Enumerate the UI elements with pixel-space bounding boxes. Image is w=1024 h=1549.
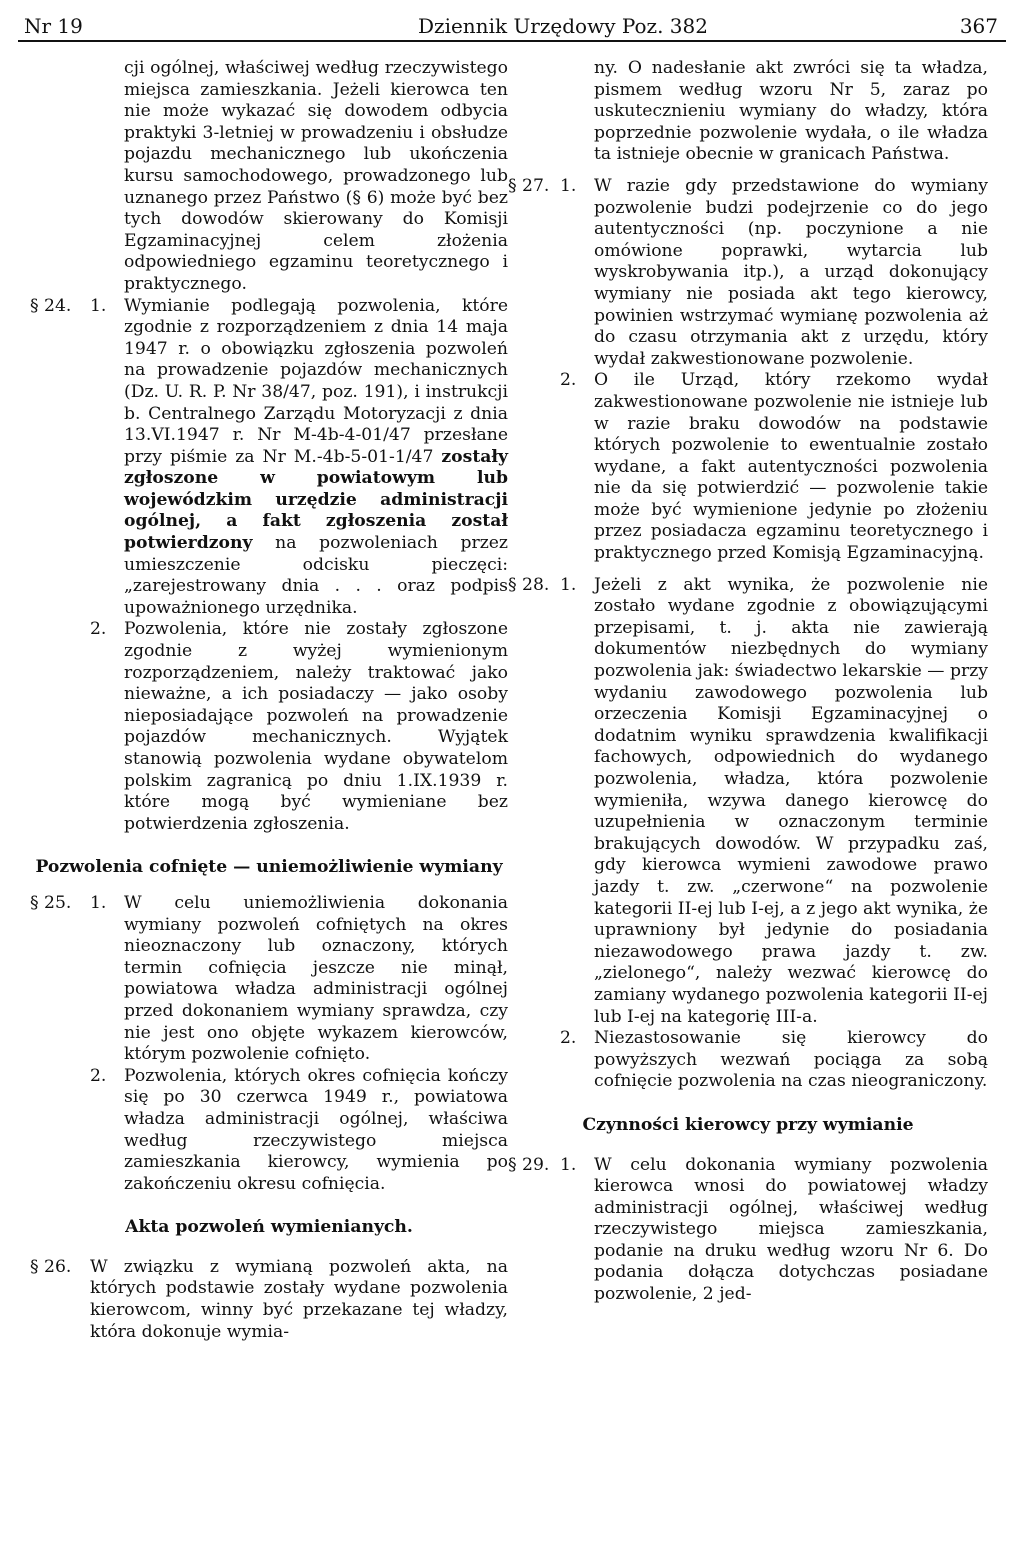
paragraph-continuation: cji ogólnej, właściwej według rzeczywistego miejsca zamieszkania. Jeżeli kierowca ten nie może wykazać się dowodem odbycia praktyki 3-letniej w prowadzeniu i obsłudze pojazdu mechanicznego lub ukończenia kursu samochodowego, prowadzonego lub uznanego przez Państwo (§ 6) może być bez tych dowodów skierowany do Komisji Egzaminacyjnej celem złożenia odpowiedniego egzaminu teoretycznego i praktycznego. xyxy=(124,58,508,294)
section-28-1 xyxy=(508,575,988,1028)
section-sign: § 26. xyxy=(30,1256,72,1277)
section-sign: § 24. xyxy=(30,295,72,316)
section-text: W związku z wymianą pozwoleń akta, na których podstawie zostały wydane pozwolenia kierowcom, winny być przekazane tej władzy, która dokonuje wymia- xyxy=(90,1256,508,1342)
section-text: W celu dokonania wymiany pozwolenia kierowca wnosi do powiatowej władzy administracji ogólnej, właściwej według rzeczywistego miejsca zamieszkania, podanie na druku według wzoru Nr 6. Do podania dołącza dotychczas posiadane pozwolenie, 2 jed- xyxy=(594,1154,988,1305)
paragraph-continuation: ny. O nadesłanie akt zwróci się ta władza, pismem według wzoru Nr 5, zaraz po uskutecznieniu wymiany do władzy, która poprzednie pozwolenie wydała, o ile władza ta istnieje obecnie w granicach Państwa. xyxy=(594,58,988,165)
section-sign: § 29. xyxy=(508,1154,550,1175)
section-heading: Pozwolenia cofnięte — uniemożliwienie wymiany xyxy=(35,857,503,878)
item-number: 2. xyxy=(560,370,577,391)
right-column xyxy=(508,58,988,1306)
journal-title: Dziennik Urzędowy Poz. 382 xyxy=(418,14,708,38)
item-number: 2. xyxy=(90,619,107,640)
item-number: 2. xyxy=(560,1028,577,1049)
section-sign: § 27. xyxy=(508,175,550,196)
section-29-1 xyxy=(508,1155,988,1306)
section-text: W celu uniemożliwienia dokonania wymiany pozwoleń cofniętych na okres nieoznaczony lub oznaczony, których termin cofnięcia jeszcze nie minął, powiatowa władza administracji ogólnej przed dokonaniem wymiany sprawdza, czy nie jest ono objęte wykazem kierowców, którym pozwolenie cofnięto. xyxy=(124,892,508,1065)
page-number: 367 xyxy=(959,14,998,38)
section-text: Pozwolenia, które nie zostały zgłoszone zgodnie z wyżej wymienionym rozporządzeniem, należy traktować jako nieważne, a ich posiadaczy — jako osoby nieposiadające pozwoleń na prowadzenie pojazdów mechanicznych. Wyjątek stanowią pozwolenia wydane obywatelom polskim zagranicą po dniu 1.IX.1939 r. które mogą być wymieniane bez potwierdzenia zgłoszenia. xyxy=(124,619,508,834)
section-text: Wymianie podlegają pozwolenia, które zgodnie z rozporządzeniem z dnia 14 maja 1947 r. o obowiązku zgłoszenia pozwoleń na prowadzenie pojazdów mechanicznych (Dz. U. R. P. Nr 38/47, poz. 191), i instrukcji b. Centralnego Zarządu Motoryzacji z dnia 13.VI.1947 r. Nr M-4b-4-01/47 przesłane przy piśmie za Nr M.-4b-5-01-1/47 zostały zgłoszone w powiatowym lub wojewódzkim urzędzie administracji ogólnej, a fakt zgłoszenia został potwierdzony na pozwoleniach przez umieszczenie odcisku pieczęci: „zarejestrowany dnia . . . oraz podpis upoważnionego urzędnika. xyxy=(124,295,508,618)
item-number: 1. xyxy=(90,892,107,913)
item-number: 2. xyxy=(90,1065,107,1086)
section-text: W razie gdy przedstawione do wymiany pozwolenie budzi podejrzenie co do jego autentyczności (np. poczynione a nie omówione poprawki, wytarcia lub wyskrobywania itp.), a urząd dokonujący wymiany nie posiada akt tego kierowcy, powinien wstrzymać wymianę pozwolenia aż do czasu otrzymania akt z urzędu, który wydał zakwestionowane pozwolenie. xyxy=(594,175,988,369)
section-25-1 xyxy=(30,893,508,1066)
section-27-1 xyxy=(508,176,988,370)
section-25-2 xyxy=(30,1066,508,1196)
page-header xyxy=(18,8,1006,42)
section-text: O ile Urząd, który rzekomo wydał zakwestionowane pozwolenie nie istnieje lub w razie braku dowodów na podstawie których pozwolenie to ewentualnie zostało wydane, a fakt autentyczności pozwolenia nie da się potwierdzić — pozwolenie takie może być wymienione jedynie po złożeniu przez posiadacza egzaminu teoretycznego i praktycznego przed Komisją Egzaminacyjną. xyxy=(594,370,988,564)
section-text: Jeżeli z akt wynika, że pozwolenie nie zostało wydane zgodnie z obowiązującymi przepisami, t. j. akta nie zawierają dokumentów niezbędnych do wymiany pozwolenia jak: świadectwo lekarskie — przy wydaniu zawodowego pozwolenia lub orzeczenia Komisji Egzaminacyjnej o dodatnim wyniku sprawdzenia kwalifikacji fachowych, odpowiednich do wydanego pozwolenia, władza, która pozwolenie wymieniła, wzywa danego kierowcę do uzupełnienia w oznaczonym terminie brakujących dowodów. W przypadku zaś, gdy kierowca wymieni zawodowe prawo jazdy t. zw. „czerwone“ na pozwolenie kategorii II-ej lub I-ej, a z jego akt wynika, że uprawniony był jedynie do posiadania niezawodowego prawa jazdy t. zw. „zielonego“, należy wezwać kierowcę do zamiany wydanego pozwolenia kategorii II-ej lub I-ej na kategorię III-a. xyxy=(594,574,988,1027)
section-27-2 xyxy=(508,370,988,564)
section-28-2 xyxy=(508,1028,988,1093)
item-number: 1. xyxy=(560,574,577,595)
section-text: Pozwolenia, których okres cofnięcia kończy się po 30 czerwca 1949 r., powiatowa władza administracji ogólnej, właściwa według rzeczywistego miejsca zamieszkania kierowcy, wymienia po zakończeniu okresu cofnięcia. xyxy=(124,1065,508,1194)
item-number: 1. xyxy=(90,295,107,316)
section-heading: Akta pozwoleń wymienianych. xyxy=(125,1217,413,1238)
section-text: Niezastosowanie się kierowcy do powyższych wezwań pociąga za sobą cofnięcie pozwolenia na czas nieograniczony. xyxy=(594,1028,988,1092)
section-sign: § 25. xyxy=(30,892,72,913)
section-24-2 xyxy=(30,619,508,835)
section-heading: Czynności kierowcy przy wymianie xyxy=(582,1114,914,1135)
section-24-1 xyxy=(30,296,508,620)
item-number: 1. xyxy=(560,175,577,196)
issue-number: Nr 19 xyxy=(24,14,83,38)
item-number: 1. xyxy=(560,1154,577,1175)
left-column xyxy=(30,58,508,1343)
section-26 xyxy=(30,1257,508,1343)
section-sign: § 28. xyxy=(508,574,550,595)
